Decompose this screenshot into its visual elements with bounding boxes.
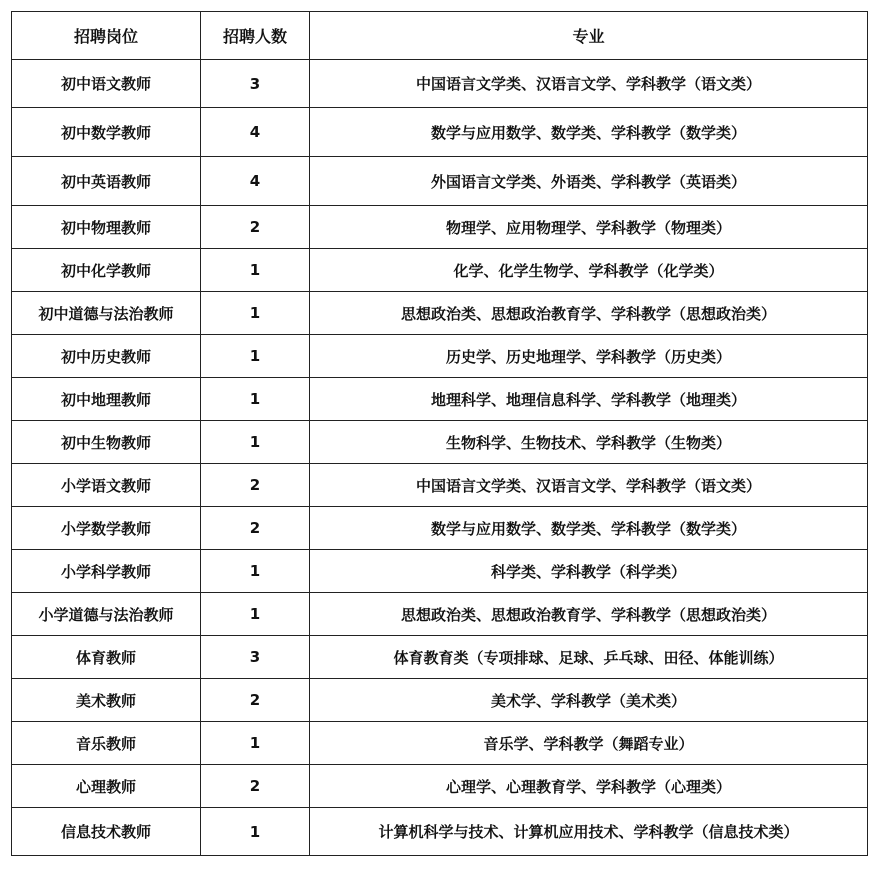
count-cell: 1 bbox=[201, 808, 310, 856]
major-cell: 中国语言文学类、汉语言文学、学科教学（语文类） bbox=[310, 464, 868, 507]
count-cell: 2 bbox=[201, 464, 310, 507]
major-cell: 思想政治类、思想政治教育学、学科教学（思想政治类） bbox=[310, 593, 868, 636]
major-cell: 美术学、学科教学（美术类） bbox=[310, 679, 868, 722]
table-row bbox=[12, 636, 868, 679]
count-cell: 3 bbox=[201, 636, 310, 679]
position-cell: 心理教师 bbox=[12, 765, 201, 808]
major-cell: 科学类、学科教学（科学类） bbox=[310, 550, 868, 593]
position-cell: 初中英语教师 bbox=[12, 157, 201, 206]
recruitment-table bbox=[11, 11, 868, 856]
major-cell: 体育教育类（专项排球、足球、乒乓球、田径、体能训练） bbox=[310, 636, 868, 679]
major-cell: 生物科学、生物技术、学科教学（生物类） bbox=[310, 421, 868, 464]
table-row bbox=[12, 679, 868, 722]
count-cell: 2 bbox=[201, 679, 310, 722]
table-row bbox=[12, 421, 868, 464]
major-cell: 心理学、心理教育学、学科教学（心理类） bbox=[310, 765, 868, 808]
major-cell: 地理科学、地理信息科学、学科教学（地理类） bbox=[310, 378, 868, 421]
position-cell: 音乐教师 bbox=[12, 722, 201, 765]
count-cell: 1 bbox=[201, 335, 310, 378]
table-row bbox=[12, 60, 868, 108]
count-cell: 1 bbox=[201, 593, 310, 636]
major-cell: 物理学、应用物理学、学科教学（物理类） bbox=[310, 206, 868, 249]
position-cell: 小学语文教师 bbox=[12, 464, 201, 507]
count-cell: 4 bbox=[201, 157, 310, 206]
header-major: 专业 bbox=[310, 12, 868, 60]
major-cell: 数学与应用数学、数学类、学科教学（数学类） bbox=[310, 108, 868, 157]
table-row bbox=[12, 550, 868, 593]
position-cell: 小学道德与法治教师 bbox=[12, 593, 201, 636]
count-cell: 2 bbox=[201, 206, 310, 249]
table-row bbox=[12, 507, 868, 550]
table-row bbox=[12, 722, 868, 765]
table-row bbox=[12, 378, 868, 421]
position-cell: 小学科学教师 bbox=[12, 550, 201, 593]
major-cell: 音乐学、学科教学（舞蹈专业） bbox=[310, 722, 868, 765]
major-cell: 外国语言文学类、外语类、学科教学（英语类） bbox=[310, 157, 868, 206]
table-row bbox=[12, 808, 868, 856]
count-cell: 1 bbox=[201, 292, 310, 335]
position-cell: 初中地理教师 bbox=[12, 378, 201, 421]
position-cell: 体育教师 bbox=[12, 636, 201, 679]
header-position: 招聘岗位 bbox=[12, 12, 201, 60]
table-row bbox=[12, 157, 868, 206]
major-cell: 历史学、历史地理学、学科教学（历史类） bbox=[310, 335, 868, 378]
table-row bbox=[12, 335, 868, 378]
major-cell: 思想政治类、思想政治教育学、学科教学（思想政治类） bbox=[310, 292, 868, 335]
count-cell: 2 bbox=[201, 507, 310, 550]
header-count: 招聘人数 bbox=[201, 12, 310, 60]
position-cell: 初中物理教师 bbox=[12, 206, 201, 249]
table-row bbox=[12, 249, 868, 292]
count-cell: 1 bbox=[201, 421, 310, 464]
position-cell: 初中道德与法治教师 bbox=[12, 292, 201, 335]
count-cell: 1 bbox=[201, 249, 310, 292]
table-row bbox=[12, 464, 868, 507]
table-row bbox=[12, 206, 868, 249]
count-cell: 1 bbox=[201, 378, 310, 421]
table-row bbox=[12, 108, 868, 157]
position-cell: 初中化学教师 bbox=[12, 249, 201, 292]
table-row bbox=[12, 593, 868, 636]
count-cell: 4 bbox=[201, 108, 310, 157]
major-cell: 数学与应用数学、数学类、学科教学（数学类） bbox=[310, 507, 868, 550]
position-cell: 初中历史教师 bbox=[12, 335, 201, 378]
table-row bbox=[12, 292, 868, 335]
position-cell: 初中生物教师 bbox=[12, 421, 201, 464]
table-row bbox=[12, 765, 868, 808]
position-cell: 初中数学教师 bbox=[12, 108, 201, 157]
major-cell: 化学、化学生物学、学科教学（化学类） bbox=[310, 249, 868, 292]
count-cell: 1 bbox=[201, 550, 310, 593]
table-header-row bbox=[12, 12, 868, 60]
position-cell: 美术教师 bbox=[12, 679, 201, 722]
position-cell: 信息技术教师 bbox=[12, 808, 201, 856]
position-cell: 小学数学教师 bbox=[12, 507, 201, 550]
position-cell: 初中语文教师 bbox=[12, 60, 201, 108]
count-cell: 1 bbox=[201, 722, 310, 765]
major-cell: 计算机科学与技术、计算机应用技术、学科教学（信息技术类） bbox=[310, 808, 868, 856]
major-cell: 中国语言文学类、汉语言文学、学科教学（语文类） bbox=[310, 60, 868, 108]
count-cell: 3 bbox=[201, 60, 310, 108]
count-cell: 2 bbox=[201, 765, 310, 808]
